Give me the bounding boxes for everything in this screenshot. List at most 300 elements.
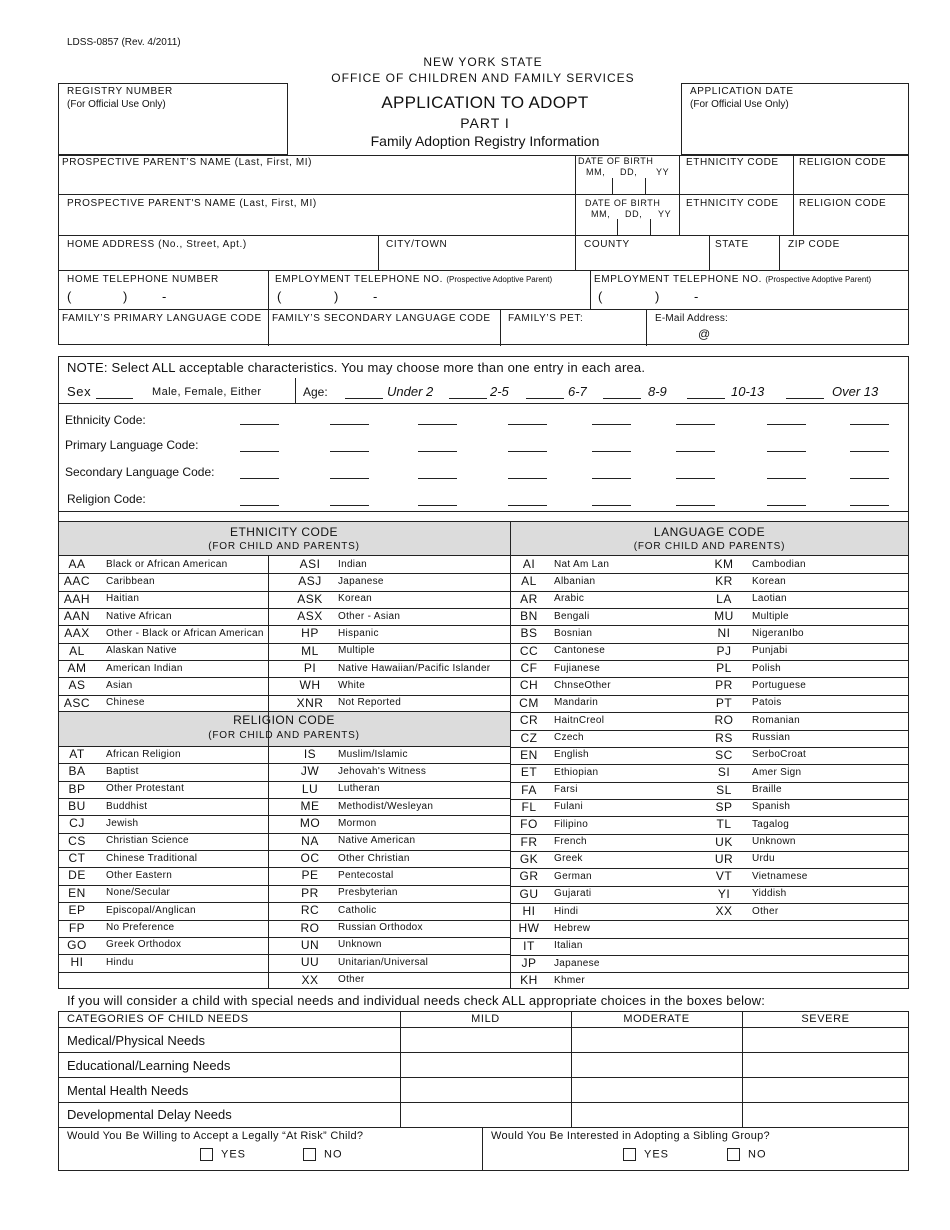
- ethnicity-description: Indian: [338, 558, 368, 570]
- language-description: SerboCroat: [752, 749, 807, 761]
- pref-secondary-language-label: Secondary Language Code:: [65, 465, 215, 479]
- ethnicity-description: Other - Asian: [338, 610, 401, 622]
- preference-blank[interactable]: [676, 424, 715, 425]
- language-code: KH: [520, 973, 538, 988]
- religion-description: Muslim/Islamic: [338, 748, 408, 760]
- sibling-no-label: NO: [748, 1148, 767, 1161]
- language-code: CM: [519, 695, 539, 710]
- preference-blank[interactable]: [418, 505, 457, 506]
- row-divider: [58, 695, 510, 696]
- language-description: Cantonese: [554, 645, 606, 657]
- application-date-box[interactable]: [681, 83, 909, 155]
- ethnicity-code: AA: [68, 557, 86, 571]
- at-risk-no-label: NO: [324, 1148, 343, 1161]
- religion-code: IS: [303, 747, 317, 761]
- emp-phone1-text: EMPLOYMENT TELEPHONE NO.: [275, 274, 443, 285]
- language-description: Multiple: [752, 610, 789, 622]
- preference-blank[interactable]: [592, 424, 631, 425]
- appdate-label: APPLICATION DATE: [690, 86, 794, 97]
- needs-cell[interactable]: [401, 1028, 571, 1051]
- needs-header-mild: MILD: [471, 1013, 500, 1025]
- checkbox-icon[interactable]: [727, 1148, 740, 1161]
- language-description: Other: [752, 905, 779, 917]
- sibling-question: Would You Be Interested in Adopting a Sibling Group?: [491, 1130, 770, 1142]
- religion-code: XX: [301, 972, 319, 987]
- sibling-yes[interactable]: [623, 1148, 669, 1161]
- ethnicity2-label: ETHNICITY CODE: [686, 198, 779, 209]
- registry-number-box[interactable]: [58, 83, 288, 155]
- row-divider: [58, 885, 510, 886]
- preference-blank[interactable]: [240, 424, 279, 425]
- ethnicity-code: ASJ: [298, 574, 322, 589]
- dob1-yy: YY: [656, 167, 670, 177]
- preference-blank[interactable]: [330, 451, 369, 452]
- language-code: NI: [717, 626, 731, 641]
- preference-blank[interactable]: [767, 424, 806, 425]
- age-under2: Under 2: [387, 384, 434, 399]
- language-description: Yiddish: [752, 888, 787, 900]
- religion-description: Christian Science: [106, 835, 189, 847]
- row-divider: [58, 954, 510, 955]
- language-code: HW: [518, 921, 540, 936]
- row-divider: [58, 850, 510, 851]
- dob2-yy: YY: [658, 209, 672, 219]
- row-divider: [58, 591, 510, 592]
- language-description: Fujianese: [554, 662, 601, 674]
- religion-code: JW: [300, 764, 320, 779]
- appdate-sub: (For Official Use Only): [690, 99, 789, 110]
- ethnicity-description: Japanese: [338, 575, 384, 587]
- pref-primary-language-label: Primary Language Code:: [65, 438, 199, 452]
- dob1-dd: DD,: [620, 167, 638, 177]
- emp-phone1-dash: -: [373, 289, 378, 304]
- emp-phone2-paren-close: ): [655, 289, 660, 304]
- row-divider: [58, 798, 510, 799]
- emp-phone2-paren-open: (: [598, 289, 603, 304]
- needs-row-mental: Mental Health Needs: [67, 1083, 189, 1098]
- ethnicity-description: Not Reported: [338, 697, 402, 709]
- religion-description: Jewish: [106, 817, 139, 829]
- row-divider: [58, 608, 510, 609]
- pet-label: FAMILY’S PET:: [508, 313, 584, 324]
- language-description: Korean: [752, 575, 787, 587]
- emp-phone2-label: [594, 274, 871, 285]
- language-description: Farsi: [554, 784, 578, 796]
- ethnicity-description: Hispanic: [338, 627, 379, 639]
- preference-blank[interactable]: [850, 505, 889, 506]
- ethnicity-code: AL: [69, 643, 85, 658]
- preference-blank[interactable]: [330, 424, 369, 425]
- checkbox-icon[interactable]: [623, 1148, 636, 1161]
- language-code: BN: [520, 609, 538, 624]
- language-code: UR: [714, 851, 734, 866]
- emp-phone2-sub: (Prospective Adoptive Parent): [765, 275, 872, 284]
- preference-blank[interactable]: [508, 424, 547, 425]
- age-blank-2-5[interactable]: [449, 398, 487, 399]
- language-sub: (FOR CHILD AND PARENTS): [633, 541, 786, 552]
- religion-code: BU: [68, 799, 86, 814]
- language-description: Bosnian: [554, 627, 593, 639]
- needs-row-educational: Educational/Learning Needs: [67, 1058, 231, 1073]
- religion-description: Buddhist: [106, 800, 148, 812]
- language-description: Gujarati: [554, 888, 592, 900]
- language-description: Albanian: [554, 575, 596, 587]
- language-code: ET: [520, 765, 538, 780]
- row-divider: [58, 972, 510, 973]
- sibling-no[interactable]: [727, 1148, 767, 1161]
- ethnicity-description: Native African: [106, 610, 172, 622]
- row-divider: [58, 937, 510, 938]
- religion-description: Methodist/Wesleyan: [338, 800, 434, 812]
- language-code: YI: [717, 886, 731, 901]
- language-code: SI: [717, 765, 731, 780]
- language-code: SC: [715, 747, 733, 762]
- home-phone-paren-close: ): [123, 289, 128, 304]
- age-10-13: 10-13: [731, 384, 765, 399]
- registry-sub: (For Official Use Only): [67, 99, 166, 110]
- language-code: CH: [519, 678, 539, 693]
- needs-cell[interactable]: [743, 1028, 908, 1051]
- language-code: XX: [715, 904, 733, 918]
- ethnicity-title: ETHNICITY CODE: [229, 525, 339, 539]
- language-code: LA: [716, 591, 732, 606]
- language-code: CZ: [520, 730, 538, 745]
- preference-blank[interactable]: [850, 451, 889, 452]
- preference-blank[interactable]: [592, 451, 631, 452]
- secondary-language-label: FAMILY’S SECONDARY LANGUAGE CODE: [272, 313, 491, 324]
- religion-code: PE: [301, 868, 319, 883]
- ethnicity-sub: (FOR CHILD AND PARENTS): [208, 541, 360, 552]
- religion-description: Chinese Traditional: [106, 852, 198, 864]
- row-divider: [58, 902, 510, 903]
- county-label: COUNTY: [584, 239, 630, 250]
- language-description: Hebrew: [554, 922, 591, 934]
- language-code: GK: [519, 851, 539, 866]
- language-code: KM: [714, 557, 734, 571]
- needs-cell[interactable]: [743, 1053, 908, 1076]
- ethnicity-code: AAC: [63, 574, 91, 589]
- row-divider: [58, 781, 510, 782]
- sex-blank[interactable]: [96, 398, 133, 399]
- language-code: CF: [520, 661, 538, 676]
- language-code: EN: [520, 747, 538, 762]
- needs-row-medical: Medical/Physical Needs: [67, 1033, 206, 1048]
- row-divider: [58, 833, 510, 834]
- preference-blank[interactable]: [767, 505, 806, 506]
- preference-blank[interactable]: [418, 451, 457, 452]
- religion-code: RC: [300, 903, 320, 918]
- column-guide: [548, 556, 549, 989]
- dob2-mm: MM,: [591, 209, 611, 219]
- language-code: GU: [519, 886, 539, 901]
- language-code: FA: [521, 782, 537, 797]
- religion-description: Episcopal/Anglican: [106, 904, 196, 916]
- language-description: Portuguese: [752, 679, 807, 691]
- preference-blank[interactable]: [330, 478, 369, 479]
- language-description: Russian: [752, 732, 791, 743]
- religion-description: African Religion: [106, 748, 181, 760]
- needs-header-moderate: MODERATE: [623, 1013, 690, 1025]
- preference-blank[interactable]: [330, 505, 369, 506]
- language-code: AR: [520, 591, 538, 606]
- header-state: NEW YORK STATE: [423, 55, 543, 69]
- religion-description: No Preference: [106, 922, 175, 933]
- religion-code: HI: [70, 955, 84, 970]
- language-code: PR: [715, 678, 733, 693]
- age-blank-under2[interactable]: [345, 398, 383, 399]
- preference-blank[interactable]: [240, 451, 279, 452]
- language-description: Romanian: [752, 714, 800, 726]
- language-description: HaitnCreol: [554, 714, 605, 726]
- preference-blank[interactable]: [240, 478, 279, 479]
- language-description: Filipino: [554, 818, 589, 830]
- language-description: Fulani: [554, 801, 584, 813]
- religion-code: LU: [301, 781, 319, 796]
- checkbox-icon[interactable]: [200, 1148, 213, 1161]
- preference-blank[interactable]: [240, 505, 279, 506]
- religion-code: EN: [68, 885, 86, 900]
- row-divider: [58, 660, 510, 661]
- age-2-5: 2-5: [490, 384, 509, 399]
- religion1-label: RELIGION CODE: [799, 157, 887, 168]
- religion-sub: (FOR CHILD AND PARENTS): [208, 730, 360, 741]
- language-description: Khmer: [554, 974, 585, 986]
- needs-cell[interactable]: [743, 1103, 908, 1126]
- ethnicity-description: Black or African American: [106, 558, 228, 570]
- religion-description: Native American: [338, 835, 416, 847]
- age-blank-6-7[interactable]: [526, 398, 564, 399]
- preference-blank[interactable]: [850, 478, 889, 479]
- needs-header-severe: SEVERE: [801, 1013, 850, 1025]
- sibling-yes-label: YES: [644, 1148, 670, 1161]
- home-phone-dash: -: [162, 289, 167, 304]
- preference-blank[interactable]: [592, 505, 631, 506]
- dob1-label: DATE OF BIRTH: [578, 156, 654, 166]
- language-code: AI: [522, 557, 536, 571]
- emp-phone1-label: [275, 274, 552, 285]
- religion-code: CJ: [69, 816, 85, 831]
- dob2-dd: DD,: [625, 209, 643, 219]
- religion-description: Lutheran: [338, 783, 380, 795]
- row-divider: [58, 920, 510, 921]
- needs-intro: If you will consider a child with special needs and individual needs check ALL appropriate choices in the boxes below:: [67, 993, 766, 1008]
- ethnicity-description: Korean: [338, 593, 373, 605]
- language-code: BS: [520, 626, 538, 641]
- language-description: ChnseOther: [554, 679, 611, 691]
- religion-description: Other Eastern: [106, 869, 173, 881]
- religion-code: GO: [67, 937, 87, 952]
- ethnicity-description: White: [338, 679, 366, 691]
- age-blank-10-13[interactable]: [687, 398, 725, 399]
- language-code: CC: [519, 643, 539, 658]
- pref-ethnicity-label: Ethnicity Code:: [65, 413, 146, 427]
- preference-blank[interactable]: [418, 478, 457, 479]
- ethnicity-description: Chinese: [106, 697, 145, 709]
- preference-blank[interactable]: [508, 478, 547, 479]
- ethnicity-description: Asian: [106, 679, 133, 691]
- language-description: Braille: [752, 784, 782, 796]
- language-description: English: [554, 749, 589, 761]
- ethnicity-code: AM: [67, 661, 87, 676]
- language-description: Tagalog: [752, 818, 790, 830]
- religion-description: Baptist: [106, 765, 139, 777]
- registry-label: REGISTRY NUMBER: [67, 86, 173, 97]
- language-description: Greek: [554, 853, 583, 865]
- religion-description: None/Secular: [106, 887, 171, 899]
- language-description: Nat Am Lan: [554, 558, 610, 570]
- language-description: NigeranIbo: [752, 627, 804, 639]
- religion-description: Presbyterian: [338, 887, 398, 899]
- column-guide: [742, 556, 743, 989]
- preference-blank[interactable]: [508, 505, 547, 506]
- column-guide: [290, 747, 291, 989]
- needs-cell[interactable]: [401, 1103, 571, 1126]
- language-description: Amer Sign: [752, 766, 802, 778]
- column-guide: [709, 556, 710, 989]
- preference-blank[interactable]: [767, 451, 806, 452]
- language-code: IT: [523, 938, 535, 953]
- row-divider: [58, 815, 510, 816]
- language-code: JP: [521, 956, 537, 971]
- language-description: Cambodian: [752, 558, 806, 570]
- language-code: KR: [715, 574, 733, 589]
- ethnicity-code: AS: [68, 678, 86, 693]
- language-description: Polish: [752, 662, 782, 674]
- form-id: LDSS-0857 (Rev. 4/2011): [67, 37, 181, 48]
- dob1-mm: MM,: [586, 167, 606, 177]
- ethnicity-description: Native Hawaiian/Pacific Islander: [338, 662, 491, 674]
- ethnicity-description: Alaskan Native: [106, 645, 177, 657]
- religion-code: CT: [68, 851, 86, 866]
- age-8-9: 8-9: [648, 384, 667, 399]
- at-risk-question: Would You Be Willing to Accept a Legally “At Risk” Child?: [67, 1130, 364, 1142]
- needs-cell[interactable]: [401, 1078, 571, 1101]
- language-code: FL: [521, 799, 537, 814]
- emp-phone1-paren-open: (: [277, 289, 282, 304]
- preference-blank[interactable]: [592, 478, 631, 479]
- religion-code: ME: [300, 799, 320, 814]
- preference-blank[interactable]: [676, 505, 715, 506]
- language-description: Czech: [554, 732, 584, 743]
- language-description: Italian: [554, 940, 583, 952]
- city-label: CITY/TOWN: [386, 239, 448, 250]
- ethnicity-description: Haitian: [106, 593, 140, 605]
- preference-blank[interactable]: [767, 478, 806, 479]
- needs-cell[interactable]: [572, 1053, 742, 1076]
- form-part: PART I: [460, 115, 510, 131]
- religion-description: Other: [338, 974, 365, 986]
- parent2-name-label: PROSPECTIVE PARENT'S NAME (Last, First, MI): [67, 198, 317, 209]
- language-code: HI: [522, 904, 536, 918]
- email-at: @: [698, 327, 711, 341]
- language-description: Japanese: [554, 957, 600, 969]
- religion-code: DE: [68, 868, 86, 883]
- religion-code: FP: [68, 920, 86, 935]
- language-code: SP: [715, 799, 733, 814]
- religion-description: Jehovah's Witness: [338, 765, 427, 777]
- form-subtitle: Family Adoption Registry Information: [370, 133, 600, 149]
- at-risk-yes[interactable]: [200, 1148, 246, 1161]
- religion-code: UN: [300, 937, 320, 952]
- language-description: German: [554, 870, 592, 882]
- ethnicity-description: Multiple: [338, 645, 375, 657]
- age-over13: Over 13: [832, 384, 879, 399]
- parent1-name-label: PROSPECTIVE PARENT’S NAME (Last, First, MI): [62, 157, 313, 168]
- ethnicity-code: AAN: [63, 609, 91, 624]
- at-risk-yes-label: YES: [221, 1148, 247, 1161]
- ethnicity-description: Caribbean: [106, 575, 155, 587]
- header-office: OFFICE OF CHILDREN AND FAMILY SERVICES: [331, 71, 635, 85]
- religion-description: Unknown: [338, 939, 382, 951]
- ethnicity-code: ASK: [297, 591, 323, 606]
- needs-cell[interactable]: [401, 1053, 571, 1076]
- emp-phone2-text: EMPLOYMENT TELEPHONE NO.: [594, 274, 762, 285]
- row-divider: [58, 643, 510, 644]
- language-code: SL: [716, 782, 732, 797]
- dob2-label: DATE OF BIRTH: [585, 198, 661, 208]
- primary-language-label: FAMILY’S PRIMARY LANGUAGE CODE: [62, 313, 262, 324]
- at-risk-no[interactable]: [303, 1148, 343, 1161]
- emp-phone2-dash: -: [694, 289, 699, 304]
- needs-row-developmental: Developmental Delay Needs: [67, 1107, 232, 1122]
- language-code: FR: [520, 834, 538, 849]
- preference-blank[interactable]: [676, 451, 715, 452]
- needs-cell[interactable]: [572, 1078, 742, 1101]
- language-code: AL: [521, 574, 537, 589]
- religion-description: Catholic: [338, 904, 377, 916]
- checkbox-icon[interactable]: [303, 1148, 316, 1161]
- home-phone-paren-open: (: [67, 289, 72, 304]
- ethnicity-code: WH: [299, 678, 321, 693]
- language-code: TL: [716, 817, 732, 832]
- language-description: Ethiopian: [554, 766, 599, 778]
- language-description: Unknown: [752, 836, 796, 848]
- email-label: E-Mail Address:: [655, 313, 729, 324]
- age-blank-8-9[interactable]: [603, 398, 641, 399]
- preference-blank[interactable]: [676, 478, 715, 479]
- language-code: RO: [714, 713, 734, 728]
- ethnicity-code: ASX: [297, 609, 323, 624]
- age-blank-over13[interactable]: [786, 398, 824, 399]
- row-divider: [58, 573, 510, 574]
- row-divider: [58, 763, 510, 764]
- language-description: Mandarin: [554, 697, 599, 709]
- language-code: VT: [715, 869, 733, 884]
- home-phone-label: HOME TELEPHONE NUMBER: [67, 274, 219, 285]
- language-code: GR: [519, 869, 539, 884]
- preference-blank[interactable]: [850, 424, 889, 425]
- religion-description: Other Protestant: [106, 783, 185, 795]
- language-code: CR: [519, 713, 539, 728]
- religion-description: Greek Orthodox: [106, 939, 182, 951]
- language-description: Bengali: [554, 610, 590, 622]
- language-code: FO: [520, 817, 538, 832]
- ethnicity-code: ML: [301, 643, 319, 658]
- ethnicity-code: XNR: [296, 695, 324, 710]
- preference-blank[interactable]: [508, 451, 547, 452]
- age-6-7: 6-7: [568, 384, 587, 399]
- ethnicity-code: HP: [301, 626, 319, 641]
- needs-cell[interactable]: [572, 1103, 742, 1126]
- column-guide: [290, 556, 291, 711]
- language-code: PT: [715, 695, 733, 710]
- needs-cell[interactable]: [743, 1078, 908, 1101]
- religion-code: EP: [68, 903, 86, 918]
- home-address-label: HOME ADDRESS (No., Street, Apt.): [67, 239, 247, 250]
- preference-blank[interactable]: [418, 424, 457, 425]
- needs-cell[interactable]: [572, 1028, 742, 1051]
- column-guide: [96, 747, 97, 989]
